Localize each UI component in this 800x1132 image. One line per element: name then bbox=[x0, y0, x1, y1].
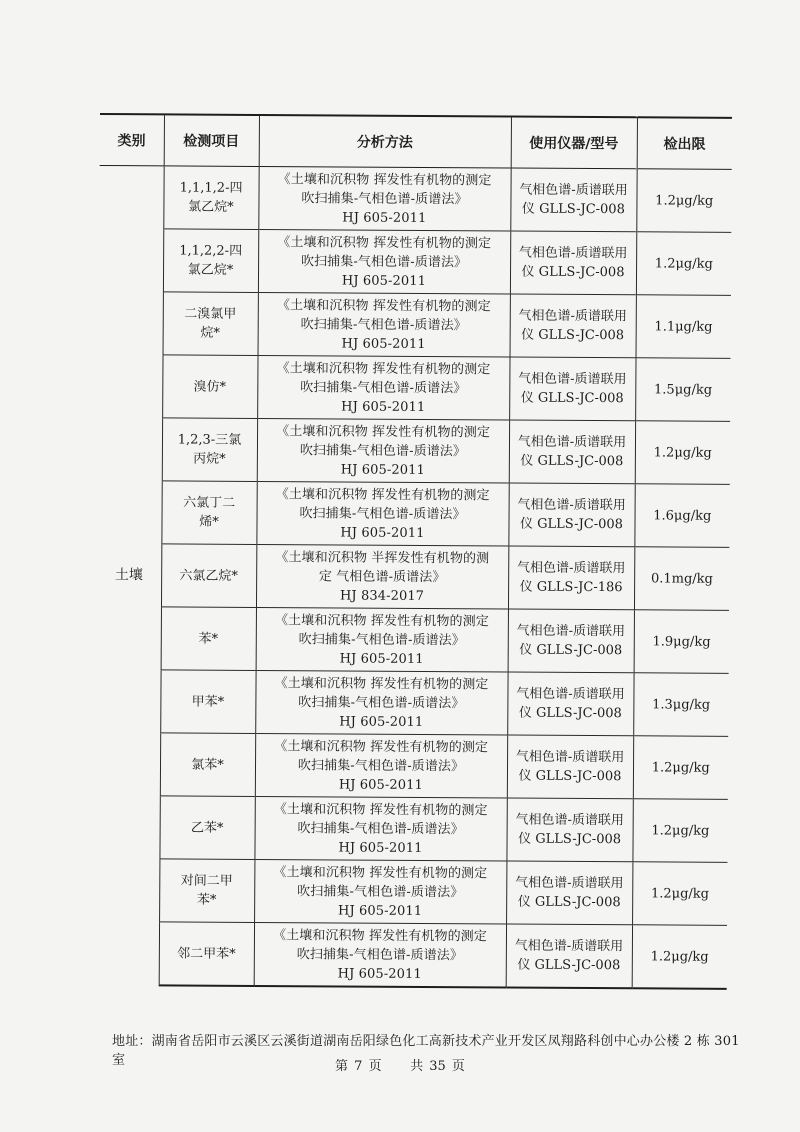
table-row bbox=[99, 291, 731, 358]
limit-cell: 1.6μg/kg bbox=[634, 484, 729, 548]
limit-cell: 1.2μg/kg bbox=[633, 736, 728, 800]
item-cell: 六氯丁二 烯* bbox=[161, 481, 256, 545]
header-item: 检测项目 bbox=[164, 114, 259, 166]
limit-cell: 1.2μg/kg bbox=[635, 421, 730, 485]
instrument-cell: 气相色谱-质谱联用 仪 GLLS-JC-008 bbox=[510, 168, 636, 232]
method-cell: 《土壤和沉积物 半挥发性有机物的测 定 气相色谱-质谱法》 HJ 834-2017 bbox=[256, 544, 508, 609]
limit-cell: 1.2μg/kg bbox=[632, 799, 727, 863]
item-cell: 苯* bbox=[161, 607, 256, 671]
limit-cell: 1.2μg/kg bbox=[636, 169, 731, 233]
instrument-cell: 气相色谱-质谱联用 仪 GLLS-JC-008 bbox=[506, 924, 632, 988]
item-cell: 1,1,2,2-四 氯乙烷* bbox=[163, 229, 258, 293]
table-row bbox=[99, 165, 731, 232]
method-cell: 《土壤和沉积物 挥发性有机物的测定 吹扫捕集-气相色谱-质谱法》 HJ 605-2011 bbox=[254, 922, 506, 987]
method-cell: 《土壤和沉积物 挥发性有机物的测定 吹扫捕集-气相色谱-质谱法》 HJ 605-2011 bbox=[255, 670, 507, 735]
method-cell: 《土壤和沉积物 挥发性有机物的测定 吹扫捕集-气相色谱-质谱法》 HJ 605-2011 bbox=[256, 607, 508, 672]
item-cell: 1,1,1,2-四 氯乙烷* bbox=[163, 166, 258, 230]
table-header-row bbox=[100, 114, 732, 169]
item-cell: 邻二甲苯* bbox=[159, 922, 254, 986]
method-cell: 《土壤和沉积物 挥发性有机物的测定 吹扫捕集-气相色谱-质谱法》 HJ 605-2011 bbox=[255, 733, 507, 798]
method-cell: 《土壤和沉积物 挥发性有机物的测定 吹扫捕集-气相色谱-质谱法》 HJ 605-2011 bbox=[256, 481, 508, 546]
table-row bbox=[95, 858, 727, 925]
instrument-cell: 气相色谱-质谱联用 仪 GLLS-JC-008 bbox=[509, 357, 635, 421]
method-cell: 《土壤和沉积物 挥发性有机物的测定 吹扫捕集-气相色谱-质谱法》 HJ 605-2011 bbox=[257, 418, 509, 483]
table-row bbox=[95, 921, 727, 988]
limit-cell: 1.2μg/kg bbox=[636, 232, 731, 296]
category-cell: 土壤 bbox=[114, 567, 143, 584]
method-cell: 《土壤和沉积物 挥发性有机物的测定 吹扫捕集-气相色谱-质谱法》 HJ 605-2011 bbox=[254, 796, 506, 861]
item-cell: 氯苯* bbox=[160, 733, 255, 797]
header-method: 分析方法 bbox=[259, 115, 511, 168]
instrument-cell: 气相色谱-质谱联用 仪 GLLS-JC-008 bbox=[508, 609, 634, 673]
item-cell: 乙苯* bbox=[159, 796, 254, 860]
detection-method-table bbox=[95, 113, 732, 990]
instrument-cell: 气相色谱-质谱联用 仪 GLLS-JC-008 bbox=[506, 861, 632, 925]
method-cell: 《土壤和沉积物 挥发性有机物的测定 吹扫捕集-气相色谱-质谱法》 HJ 605-2011 bbox=[258, 229, 510, 294]
table-row bbox=[96, 669, 728, 736]
method-cell: 《土壤和沉积物 挥发性有机物的测定 吹扫捕集-气相色谱-质谱法》 HJ 605-2011 bbox=[258, 166, 510, 231]
header-limit: 检出限 bbox=[637, 117, 732, 169]
item-cell: 对间二甲 苯* bbox=[159, 859, 254, 923]
page-number bbox=[0, 1055, 800, 1074]
table-row bbox=[98, 354, 730, 421]
table-row bbox=[97, 606, 729, 673]
instrument-cell: 气相色谱-质谱联用 仪 GLLS-JC-008 bbox=[510, 294, 636, 358]
item-cell: 溴仿* bbox=[162, 355, 257, 419]
method-cell: 《土壤和沉积物 挥发性有机物的测定 吹扫捕集-气相色谱-质谱法》 HJ 605-2011 bbox=[254, 859, 506, 924]
item-cell: 二溴氯甲 烷* bbox=[163, 292, 258, 356]
limit-cell: 0.1mg/kg bbox=[634, 547, 729, 611]
limit-cell: 1.1μg/kg bbox=[636, 295, 731, 359]
item-cell: 甲苯* bbox=[160, 670, 255, 734]
header-category: 类别 bbox=[100, 114, 164, 166]
instrument-cell: 气相色谱-质谱联用 仪 GLLS-JC-008 bbox=[508, 483, 634, 547]
table-row bbox=[95, 795, 727, 862]
page-current: 第 7 页 bbox=[335, 1059, 382, 1074]
method-cell: 《土壤和沉积物 挥发性有机物的测定 吹扫捕集-气相色谱-质谱法》 HJ 605-2011 bbox=[257, 355, 509, 420]
limit-cell: 1.2μg/kg bbox=[632, 862, 727, 926]
item-cell: 1,2,3-三氯 丙烷* bbox=[162, 418, 257, 482]
table-row bbox=[97, 480, 729, 547]
page-total: 共 35 页 bbox=[410, 1059, 465, 1074]
instrument-cell: 气相色谱-质谱联用 仪 GLLS-JC-008 bbox=[510, 231, 636, 295]
table-row bbox=[96, 732, 728, 799]
instrument-cell: 气相色谱-质谱联用 仪 GLLS-JC-008 bbox=[507, 735, 633, 799]
limit-cell: 1.2μg/kg bbox=[632, 925, 727, 989]
instrument-cell: 气相色谱-质谱联用 仪 GLLS-JC-186 bbox=[508, 546, 634, 610]
table-row bbox=[98, 417, 730, 484]
footer-address: 地址：湖南省岳阳市云溪区云溪街道湖南岳阳绿色化工高新技术产业开发区凤翔路科创中心办公楼 2 栋 301 室 bbox=[112, 1034, 740, 1068]
limit-cell: 1.3μg/kg bbox=[633, 673, 728, 737]
instrument-cell: 气相色谱-质谱联用 仪 GLLS-JC-008 bbox=[506, 798, 632, 862]
instrument-cell: 气相色谱-质谱联用 仪 GLLS-JC-008 bbox=[507, 672, 633, 736]
item-cell: 六氯乙烷* bbox=[161, 544, 256, 608]
method-cell: 《土壤和沉积物 挥发性有机物的测定 吹扫捕集-气相色谱-质谱法》 HJ 605-2011 bbox=[258, 292, 510, 357]
instrument-cell: 气相色谱-质谱联用 仪 GLLS-JC-008 bbox=[509, 420, 635, 484]
limit-cell: 1.5μg/kg bbox=[635, 358, 730, 422]
header-instrument: 使用仪器/型号 bbox=[511, 117, 637, 169]
limit-cell: 1.9μg/kg bbox=[634, 610, 729, 674]
table-row bbox=[99, 228, 731, 295]
table-row bbox=[97, 543, 729, 610]
